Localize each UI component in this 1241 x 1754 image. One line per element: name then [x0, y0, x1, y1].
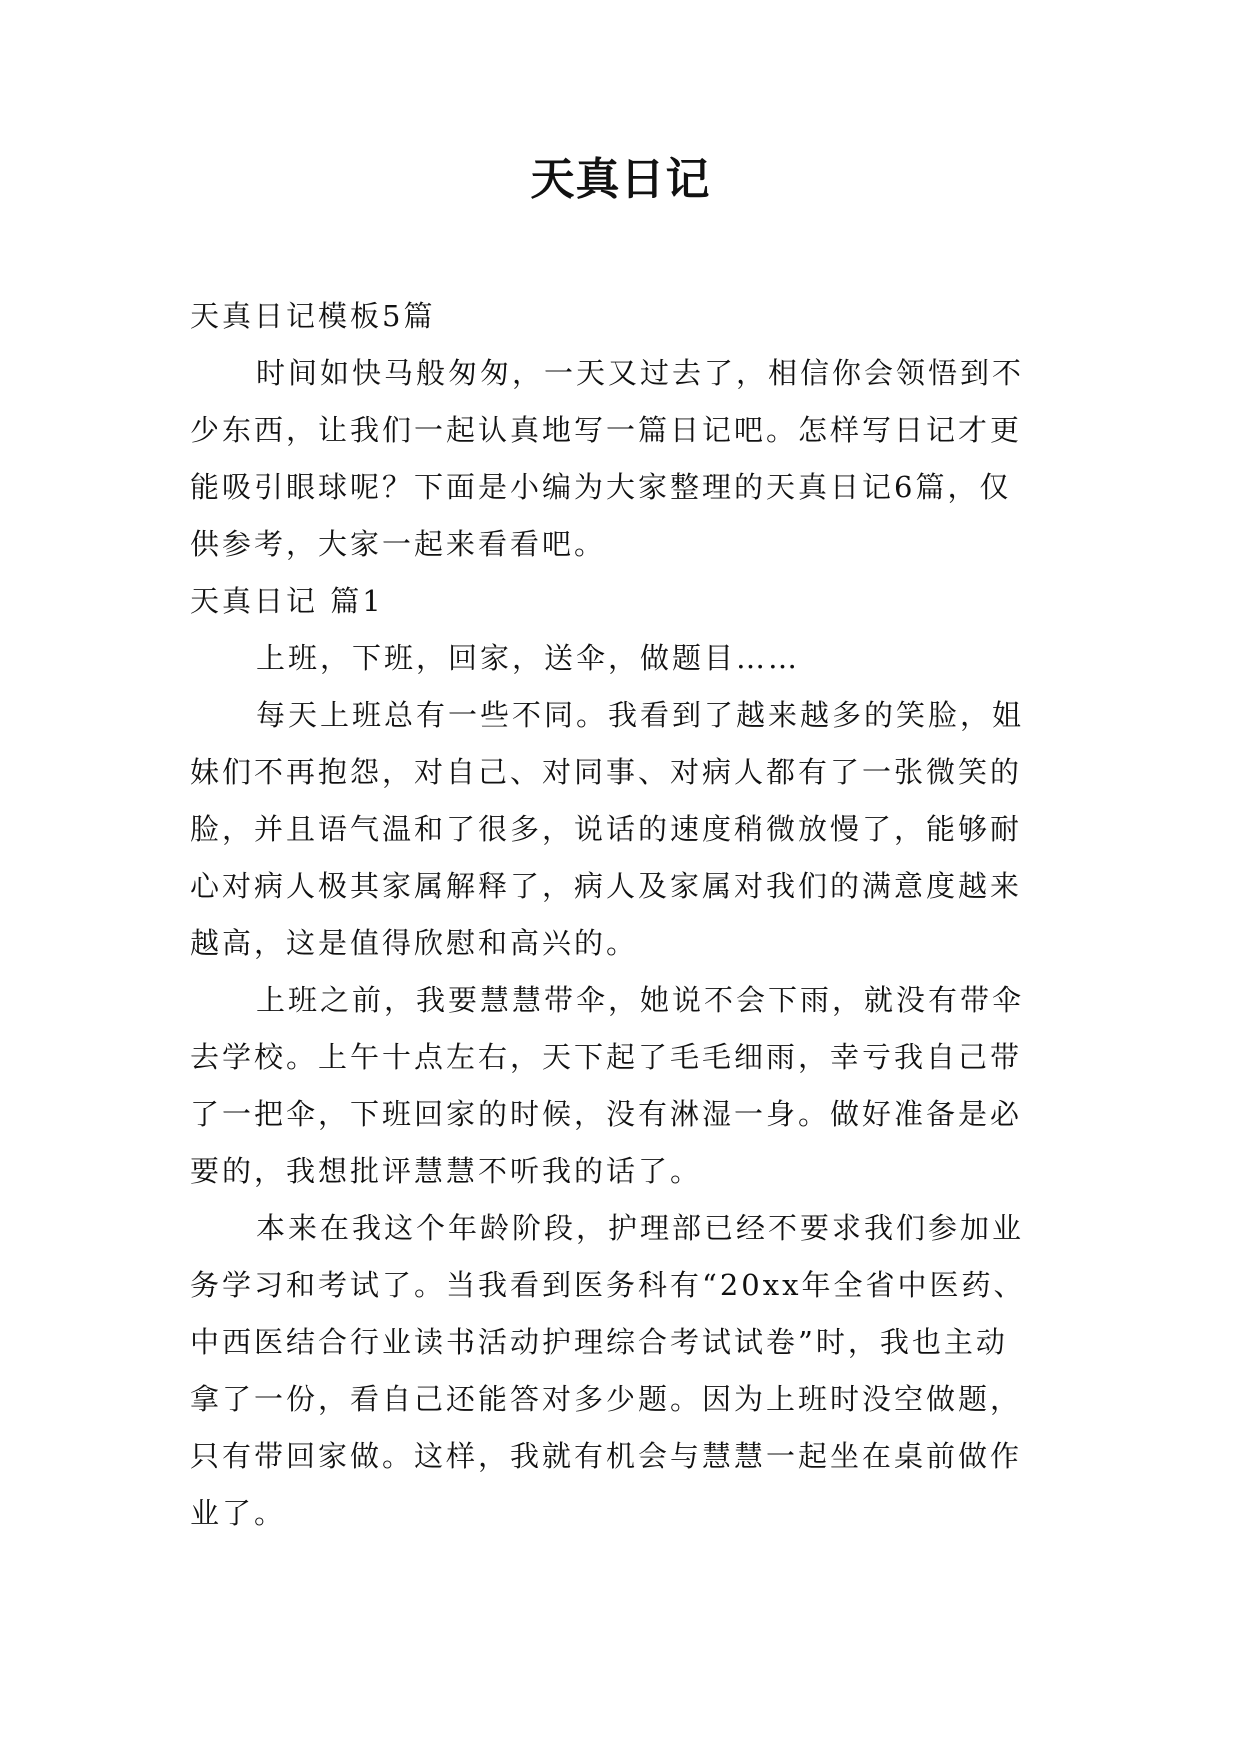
- paragraph-line: 心对病人极其家属解释了，病人及家属对我们的满意度越来: [190, 869, 1023, 903]
- section-heading: 天真日记 篇1: [190, 584, 384, 618]
- paragraph-line: 拿了一份，看自己还能答对多少题。因为上班时没空做题，: [190, 1382, 1023, 1416]
- paragraph-line: 了一把伞，下班回家的时候，没有淋湿一身。做好准备是必: [190, 1097, 1023, 1131]
- paragraph-line: 每天上班总有一些不同。我看到了越来越多的笑脸，姐: [256, 698, 1025, 732]
- paragraph-line: 务学习和考试了。当我看到医务科有“20xx年全省中医药、: [190, 1268, 1026, 1302]
- paragraph-line: 中西医结合行业读书活动护理综合考试试卷”时，我也主动: [190, 1325, 1008, 1359]
- paragraph-line: 本来在我这个年龄阶段，护理部已经不要求我们参加业: [256, 1211, 1025, 1245]
- subtitle: 天真日记模板5篇: [190, 299, 436, 333]
- intro-line: 少东西，让我们一起认真地写一篇日记吧。怎样写日记才更: [190, 413, 1023, 447]
- intro-line: 供参考，大家一起来看看吧。: [190, 527, 607, 561]
- document-body: [190, 288, 1056, 1542]
- paragraph-line: 脸，并且语气温和了很多，说话的速度稍微放慢了，能够耐: [190, 812, 1023, 846]
- paragraph-line: 只有带回家做。这样，我就有机会与慧慧一起坐在桌前做作: [190, 1439, 1023, 1473]
- paragraph-line: 上班之前，我要慧慧带伞，她说不会下雨，就没有带伞: [256, 983, 1025, 1017]
- paragraph-line: 上班，下班，回家，送伞，做题目……: [256, 641, 801, 675]
- intro-line: 时间如快马般匆匆，一天又过去了，相信你会领悟到不: [256, 356, 1025, 390]
- paragraph-line: 业了。: [190, 1496, 287, 1530]
- paragraph-line: 去学校。上午十点左右，天下起了毛毛细雨，幸亏我自己带: [190, 1040, 1023, 1074]
- document-title: 天真日记: [530, 154, 711, 205]
- paragraph-line: 要的，我想批评慧慧不听我的话了。: [190, 1154, 703, 1188]
- intro-line: 能吸引眼球呢？下面是小编为大家整理的天真日记6篇，仅: [190, 470, 1012, 504]
- paragraph-line: 越高，这是值得欣慰和高兴的。: [190, 926, 639, 960]
- paragraph-line: 妹们不再抱怨，对自己、对同事、对病人都有了一张微笑的: [190, 755, 1023, 789]
